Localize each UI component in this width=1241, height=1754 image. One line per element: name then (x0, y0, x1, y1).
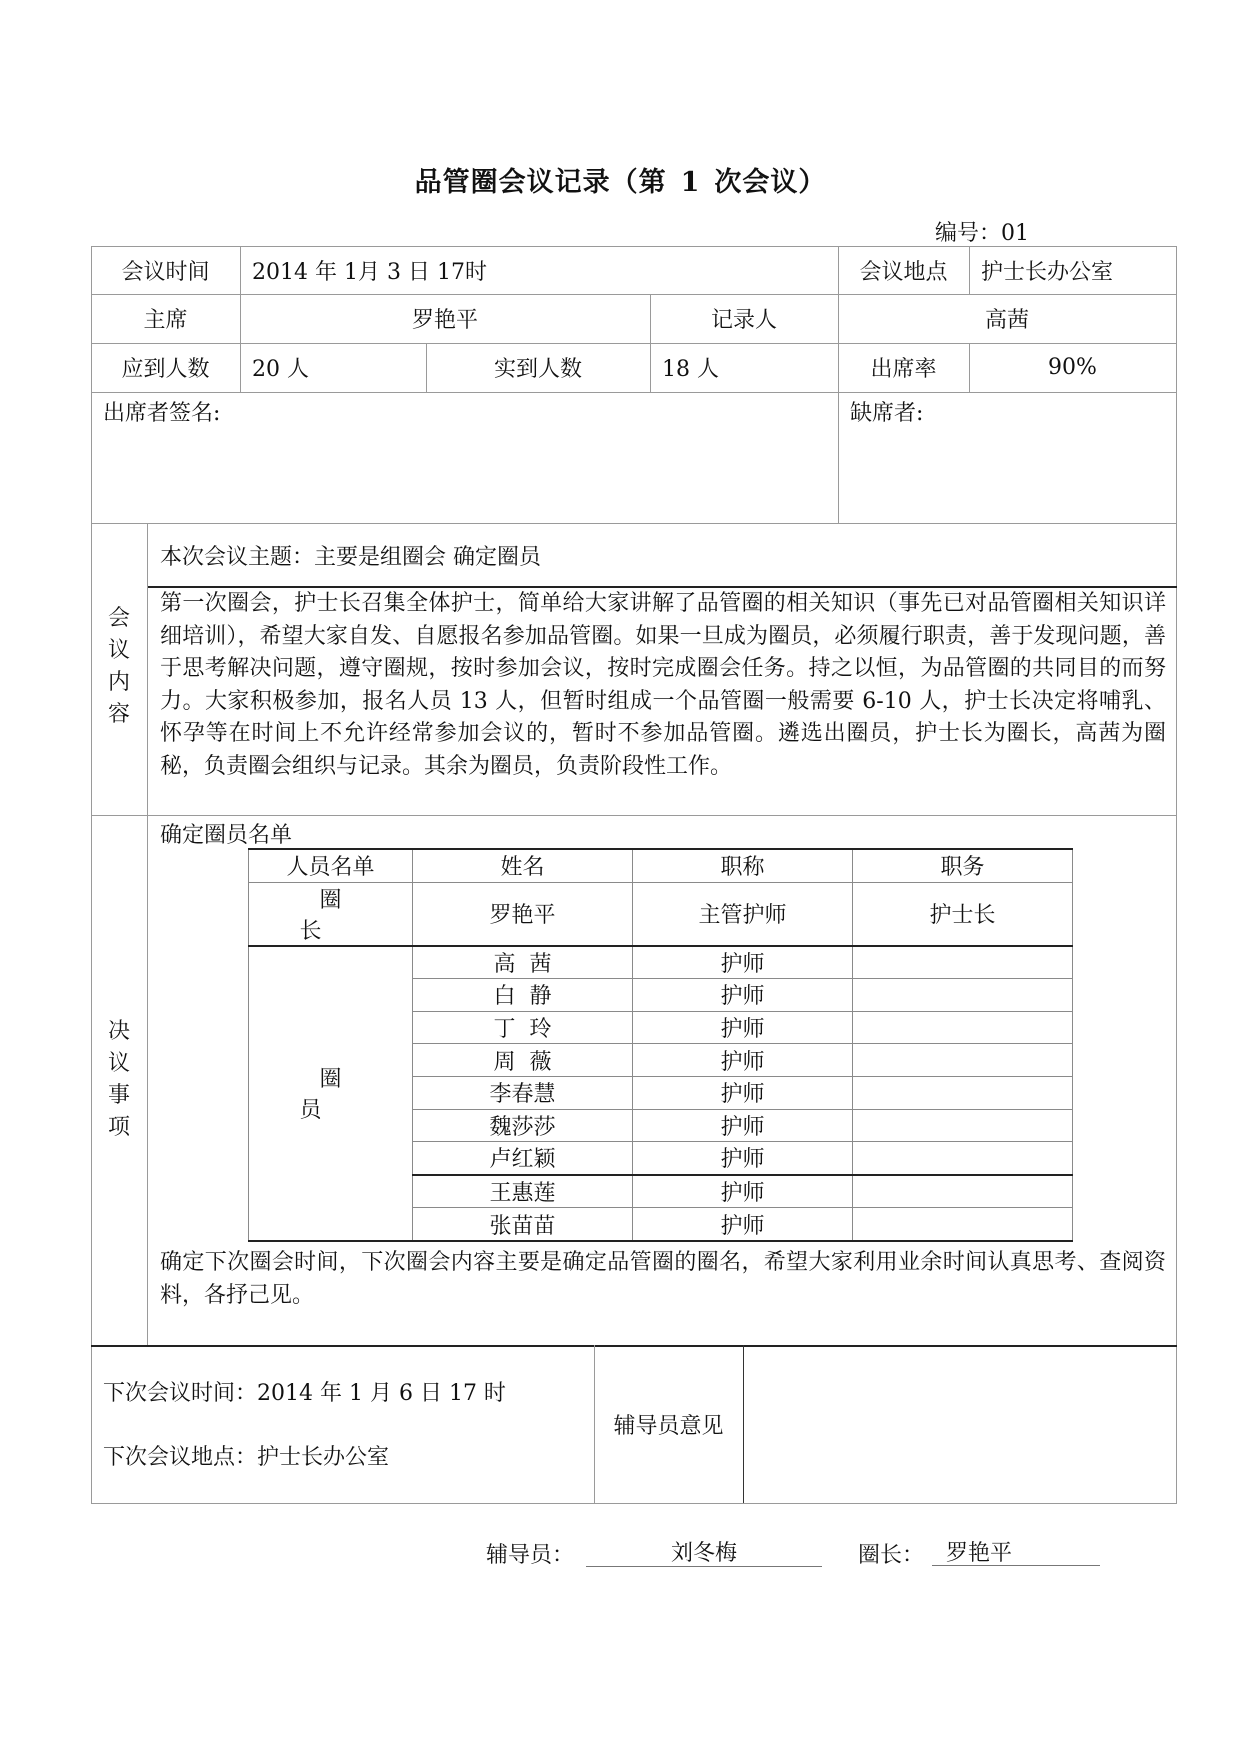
member-duty (853, 1208, 1073, 1241)
header-title: 职称 (633, 849, 853, 882)
meeting-place-label: 会议地点 (859, 259, 948, 285)
member-role-text: 圈员 (299, 1067, 382, 1124)
label-char: 会 (107, 606, 130, 631)
member-duty (853, 1044, 1073, 1077)
label-char: 决 (107, 1019, 130, 1044)
content-section-label (104, 603, 134, 731)
actual-attendance-value: 18 人 (662, 357, 719, 382)
member-title: 护师 (633, 1142, 853, 1175)
next-meeting-place: 下次会议地点：护士长办公室 (103, 1445, 390, 1470)
member-name: 李春慧 (413, 1076, 633, 1109)
label-char: 议 (107, 638, 130, 663)
member-duty (853, 946, 1073, 979)
row-divider (91, 523, 1177, 524)
member-table (248, 848, 1073, 1242)
member-name: 周薇 (413, 1044, 633, 1077)
leader-signature: 罗艳平 (932, 1536, 1100, 1566)
member-duty (853, 979, 1073, 1012)
member-title: 护师 (633, 1011, 853, 1044)
member-duty (853, 1109, 1073, 1142)
next-meeting-plan: 确定下次圈会时间，下次圈会内容主要是确定品管圈的圈名，希望大家利用业余时间认真思考、查阅资料，各抒己见。 (160, 1250, 1166, 1308)
leader-role (249, 882, 413, 946)
leader-signature-label: 圈长： (858, 1543, 925, 1568)
advisor-opinion-field[interactable] (743, 1345, 1176, 1503)
meeting-time-value: 2014 年 1月 3 日 17时 (252, 259, 487, 285)
member-title: 护师 (633, 1208, 853, 1241)
meeting-content-body: 第一次圈会，护士长召集全体护士，简单给大家讲解了品管圈的相关知识（事先已对品管圈相关知识详细培训），希望大家自发、自愿报名参加品管圈。如果一旦成为圈员，必须履行职责，善于发现问题，善于思考解决问题，遵守圈规，按时参加会议，按时完成圈会任务。持之以恒，为品管圈的共同目的而努力。大家积极参加，报名人员 13 人，但暂时组成一个品管圈一般需要 6-10 人，护士长决定将哺乳、怀孕等在时间上不允许经常参加会议的，暂时不参加品管圈。遴选出圈员，护士长为圈长，高茜为圈秘，负责圈会组织与记录。其余为圈员，负责阶段性工作。 (160, 591, 1166, 779)
next-meeting-time: 下次会议时间：2014 年 1 月 6 日 17 时 (103, 1381, 506, 1406)
header-duty: 职务 (853, 849, 1073, 882)
member-name: 丁玲 (413, 1011, 633, 1044)
leader-name: 罗艳平 (413, 882, 633, 946)
member-list-title: 确定圈员名单 (160, 823, 293, 848)
leader-role-text: 圈长 (299, 887, 382, 944)
expected-attendance-label: 应到人数 (121, 357, 210, 382)
row-divider (91, 392, 1177, 393)
table-border-bottom (91, 1503, 1177, 1504)
member-name: 卢红颖 (413, 1142, 633, 1175)
table-row (249, 946, 1073, 979)
member-name: 魏莎莎 (413, 1109, 633, 1142)
resolution-section-label (104, 1016, 134, 1144)
member-duty (853, 1011, 1073, 1044)
label-char: 事 (107, 1083, 130, 1108)
advisor-opinion-label: 辅导员意见 (613, 1413, 724, 1439)
member-role (249, 946, 413, 1241)
member-name: 王惠莲 (413, 1175, 633, 1208)
label-char: 内 (107, 670, 130, 695)
member-duty (853, 1142, 1073, 1175)
expected-attendance-value: 20 人 (252, 357, 309, 382)
meeting-number: 1 (680, 167, 701, 198)
member-duty (853, 1175, 1073, 1208)
table-border-left (91, 246, 92, 1503)
recorder-value: 高茜 (984, 308, 1029, 333)
table-row-leader (249, 882, 1073, 946)
label-char: 项 (107, 1115, 130, 1140)
member-name: 高茜 (413, 946, 633, 979)
meeting-time-label: 会议时间 (121, 259, 210, 285)
leader-title: 主管护师 (633, 882, 853, 946)
advisor-signature-label: 辅导员： (486, 1543, 575, 1568)
attendance-rate-label: 出席率 (870, 357, 937, 382)
member-title: 护师 (633, 1109, 853, 1142)
advisor-signature: 刘冬梅 (586, 1536, 822, 1567)
document-title (0, 160, 1241, 199)
actual-attendance-label: 实到人数 (493, 357, 582, 382)
title-suffix: 次会议） (714, 167, 827, 198)
member-name: 白静 (413, 979, 633, 1012)
absentee-label: 缺席者: (850, 401, 924, 426)
header-roster: 人员名单 (249, 849, 413, 882)
col-divider (147, 523, 148, 1345)
recorder-label: 记录人 (710, 308, 777, 333)
attendance-rate-value: 90% (1048, 355, 1097, 380)
leader-duty: 护士长 (853, 882, 1073, 946)
chair-value: 罗艳平 (411, 308, 478, 333)
member-title: 护师 (633, 1076, 853, 1109)
row-divider (91, 815, 1177, 816)
chair-label: 主席 (143, 308, 188, 333)
member-name: 张苗苗 (413, 1208, 633, 1241)
attendee-signature-label: 出席者签名: (103, 401, 221, 426)
table-border-right (1176, 246, 1177, 1503)
header-name: 姓名 (413, 849, 633, 882)
member-title: 护师 (633, 1044, 853, 1077)
member-title: 护师 (633, 979, 853, 1012)
member-title: 护师 (633, 1175, 853, 1208)
label-char: 议 (107, 1051, 130, 1076)
meeting-place-value: 护士长办公室 (981, 259, 1114, 285)
member-title: 护师 (633, 946, 853, 979)
table-header-row (249, 849, 1073, 882)
member-duty (853, 1076, 1073, 1109)
title-prefix: 品管圈会议记录（第 (414, 167, 667, 198)
label-char: 容 (107, 702, 130, 727)
meeting-topic: 本次会议主题：主要是组圈会 确定圈员 (160, 545, 541, 570)
document-number: 编号：01 (935, 221, 1029, 246)
